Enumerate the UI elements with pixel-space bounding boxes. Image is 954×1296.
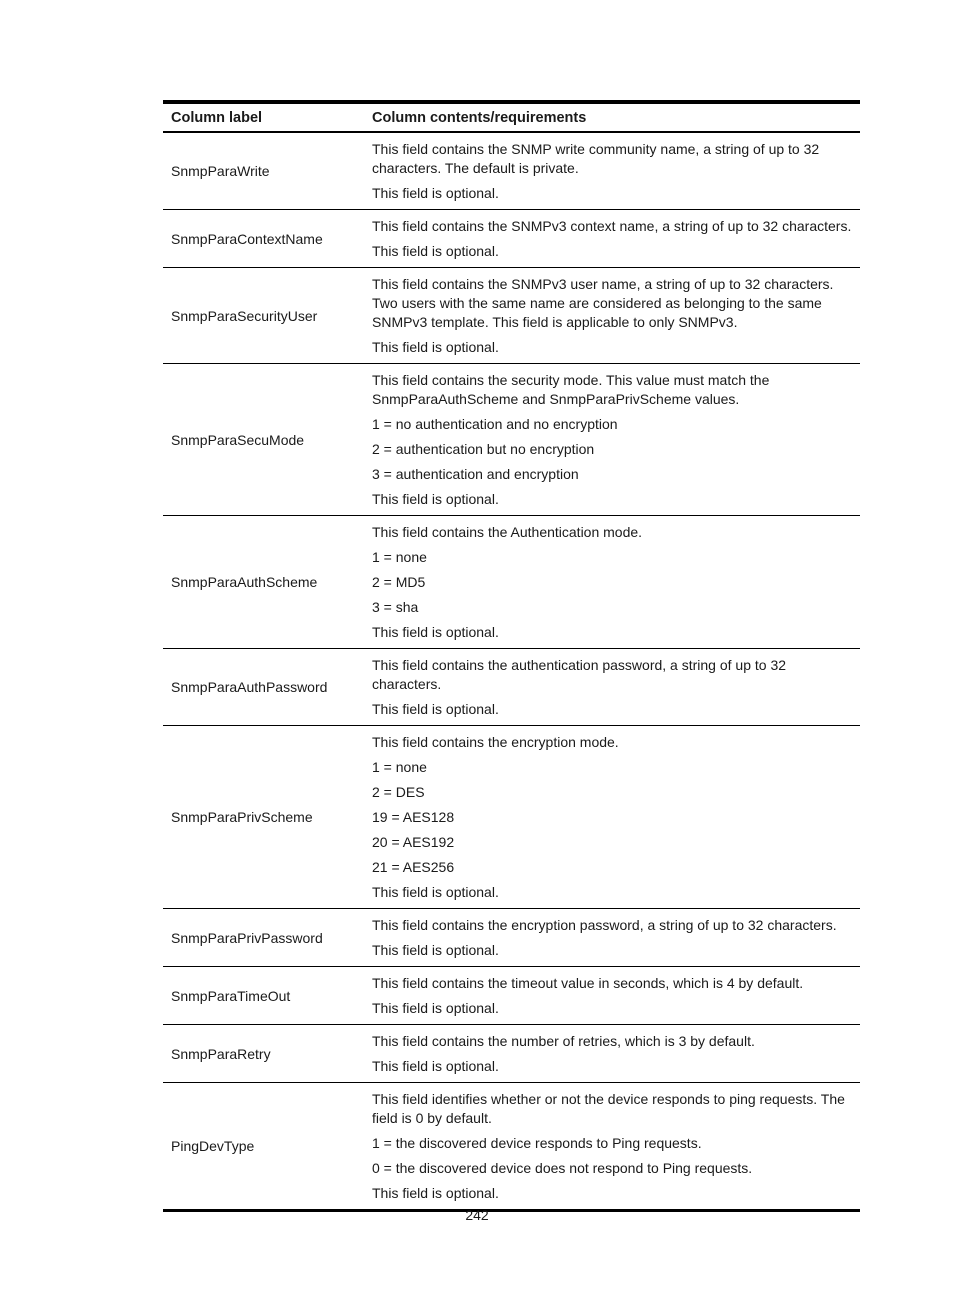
row-content xyxy=(372,1025,860,1082)
row-content xyxy=(372,726,860,908)
row-content xyxy=(372,1083,860,1209)
table-body xyxy=(163,133,860,1212)
row-content xyxy=(372,364,860,515)
row-content xyxy=(372,909,860,966)
content-line: This field contains the timeout value in seconds, which is 4 by default. xyxy=(372,975,804,991)
content-line: 2 = DES xyxy=(372,784,425,800)
table-row xyxy=(163,649,860,726)
header-column-label: Column label xyxy=(171,109,263,126)
row-label: SnmpParaSecuMode xyxy=(171,431,305,448)
table-row xyxy=(163,1083,860,1212)
content-line: 1 = none xyxy=(372,549,427,565)
content-line: This field contains the SNMP write community name, a string of up to 32 characters. The default is private. xyxy=(372,141,820,176)
content-line: 21 = AES256 xyxy=(372,859,455,875)
table-header xyxy=(163,104,860,133)
content-line: This field is optional. xyxy=(372,624,499,640)
content-line: This field contains the encryption password, a string of up to 32 characters. xyxy=(372,917,837,933)
content-line: This field is optional. xyxy=(372,1058,499,1074)
content-line: 1 = no authentication and no encryption xyxy=(372,416,618,432)
content-line: This field is optional. xyxy=(372,339,499,355)
row-label: SnmpParaPrivPassword xyxy=(171,929,323,946)
content-line: 3 = authentication and encryption xyxy=(372,466,579,482)
content-line: This field contains the SNMPv3 context name, a string of up to 32 characters. xyxy=(372,218,852,234)
row-content xyxy=(372,268,860,363)
row-content xyxy=(372,210,860,267)
content-line: 1 = none xyxy=(372,759,427,775)
row-content xyxy=(372,649,860,725)
field-definition-table xyxy=(163,100,860,1212)
content-line: 1 = the discovered device responds to Ping requests. xyxy=(372,1135,702,1151)
row-content xyxy=(372,133,860,209)
row-label: SnmpParaPrivScheme xyxy=(171,809,313,825)
table-row xyxy=(163,516,860,649)
row-content xyxy=(372,967,860,1024)
row-label: PingDevType xyxy=(171,1138,255,1154)
table-row xyxy=(163,1025,860,1083)
row-label: SnmpParaAuthScheme xyxy=(171,574,318,590)
header-column-contents: Column contents/requirements xyxy=(372,109,587,126)
content-line: This field is optional. xyxy=(372,942,499,958)
content-line: This field contains the number of retries, which is 3 by default. xyxy=(372,1033,755,1049)
table-row xyxy=(163,726,860,909)
content-line: 0 = the discovered device does not respond to Ping requests. xyxy=(372,1160,753,1176)
content-line: This field contains the encryption mode. xyxy=(372,734,619,750)
table-row xyxy=(163,364,860,516)
content-line: This field is optional. xyxy=(372,243,499,259)
content-line: This field is optional. xyxy=(372,491,499,507)
content-line: 3 = sha xyxy=(372,599,419,615)
row-label: SnmpParaContextName xyxy=(171,230,323,247)
row-label: SnmpParaWrite xyxy=(171,163,270,179)
table-row xyxy=(163,210,860,268)
content-line: This field is optional. xyxy=(372,1185,499,1201)
row-label: SnmpParaSecurityUser xyxy=(171,307,318,324)
content-line: This field identifies whether or not the device responds to ping requests. The field is 0 by default. xyxy=(372,1091,845,1126)
content-line: 20 = AES192 xyxy=(372,834,455,850)
table-row xyxy=(163,909,860,967)
content-line: This field contains the authentication password, a string of up to 32 characters. xyxy=(372,657,787,692)
content-line: This field contains the Authentication mode. xyxy=(372,524,643,540)
table-row xyxy=(163,967,860,1025)
content-line: This field contains the security mode. This value must match the SnmpParaAuthScheme and SnmpParaPrivScheme values. xyxy=(372,372,770,407)
table-row xyxy=(163,133,860,210)
content-line: 2 = authentication but no encryption xyxy=(372,441,595,457)
content-line: This field contains the SNMPv3 user name, a string of up to 32 characters. Two users with the same name are considered as belonging to the same SNMPv3 template. This field is applicable to only SNMPv3. xyxy=(372,276,834,330)
row-label: SnmpParaTimeOut xyxy=(171,987,291,1004)
content-line: This field is optional. xyxy=(372,701,499,717)
content-line: 19 = AES128 xyxy=(372,809,455,825)
content-line: 2 = MD5 xyxy=(372,574,426,590)
row-label: SnmpParaAuthPassword xyxy=(171,679,328,695)
content-line: This field is optional. xyxy=(372,185,499,201)
page-number: 242 xyxy=(465,1207,489,1223)
content-line: This field is optional. xyxy=(372,1000,499,1016)
table-row xyxy=(163,268,860,364)
content-line: This field is optional. xyxy=(372,884,499,900)
row-label: SnmpParaRetry xyxy=(171,1045,271,1062)
row-content xyxy=(372,516,860,648)
